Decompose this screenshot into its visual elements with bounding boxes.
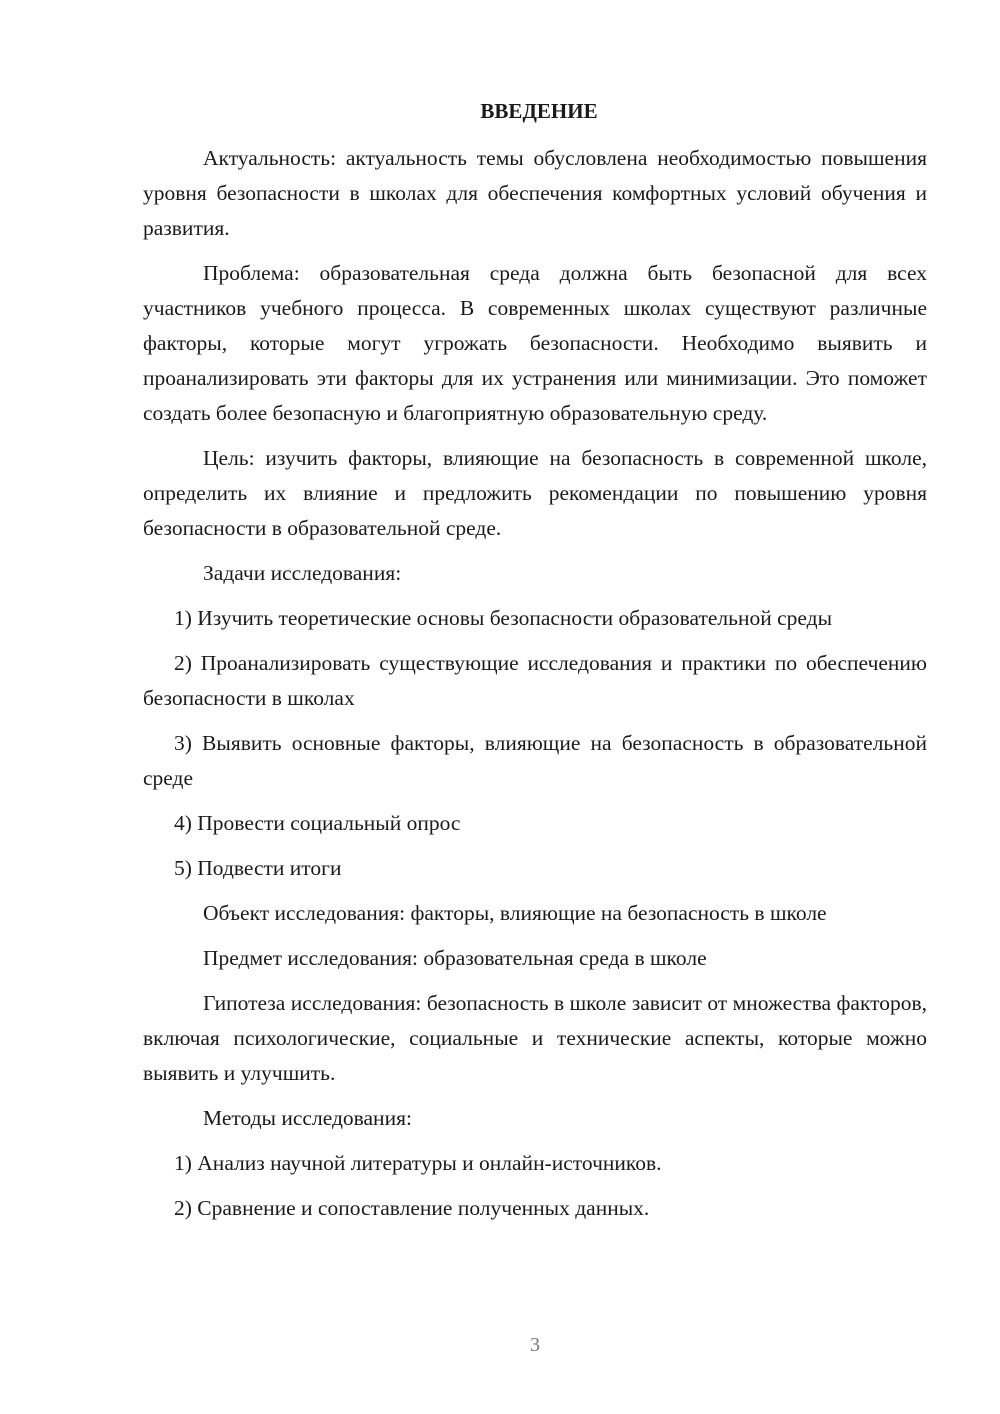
paragraph-relevance: Актуальность: актуальность темы обусловлена необходимостью повышения уровня безопасности в школах для обеспечения комфортных условий обучения и развития.: [143, 146, 927, 240]
paragraph-subject: Предмет исследования: образовательная среда в школе: [203, 946, 707, 970]
task-item-3: 3) Выявить основные факторы, влияющие на безопасность в образовательной среде: [143, 731, 927, 790]
section-title: ВВЕДЕНИЕ: [480, 99, 598, 123]
page-content: [143, 94, 927, 1236]
task-item-2: 2) Проанализировать существующие исследования и практики по обеспечению безопасности в школах: [143, 651, 927, 710]
paragraph-problem: Проблема: образовательная среда должна быть безопасной для всех участников учебного процесса. В современных школах существуют различные факторы, которые могут угрожать безопасности. Необходимо выявить и проанализировать эти факторы для их устранения или минимизации. Это поможет создать более безопасную и благоприятную образовательную среду.: [143, 261, 927, 425]
paragraph-object: Объект исследования: факторы, влияющие на безопасность в школе: [203, 901, 827, 925]
paragraph-hypothesis: Гипотеза исследования: безопасность в школе зависит от множества факторов, включая психологические, социальные и технические аспекты, которые можно выявить и улучшить.: [143, 991, 927, 1085]
task-item-4: 4) Провести социальный опрос: [174, 811, 461, 835]
method-item-1: 1) Анализ научной литературы и онлайн-источников.: [174, 1151, 662, 1175]
tasks-heading: Задачи исследования:: [203, 561, 402, 585]
paragraph-goal: Цель: изучить факторы, влияющие на безопасность в современной школе, определить их влияние и предложить рекомендации по повышению уровня безопасности в образовательной среде.: [143, 446, 927, 540]
task-item-1: 1) Изучить теоретические основы безопасности образовательной среды: [174, 606, 833, 630]
page-number: 3: [530, 1334, 540, 1356]
method-item-2: 2) Сравнение и сопоставление полученных данных.: [174, 1196, 650, 1220]
methods-heading: Методы исследования:: [203, 1106, 412, 1130]
task-item-5: 5) Подвести итоги: [174, 856, 342, 880]
